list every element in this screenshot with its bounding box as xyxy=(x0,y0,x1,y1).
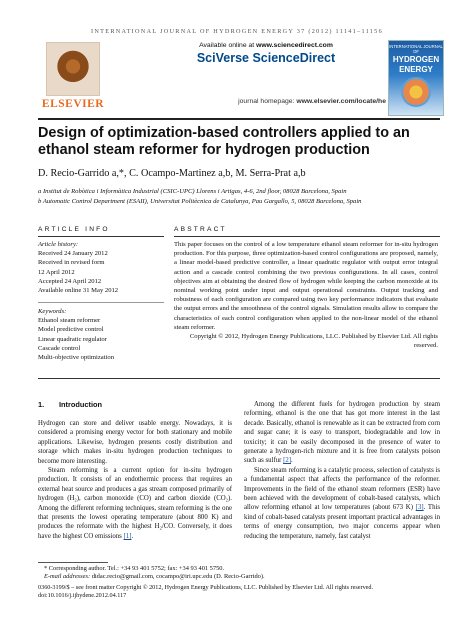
keywords-divider xyxy=(38,302,164,303)
issn-line: 0360-3199/$ – see front matter Copyright © 2012, Hydrogen Energy Publications, LLC. Published by Elsevier Ltd. All rights reserved. xyxy=(38,584,374,591)
corresponding-author: * Corresponding author. Tel.: +34 93 401 5752; fax: +34 93 401 5750. xyxy=(44,565,225,572)
affiliations xyxy=(38,187,440,206)
footnote xyxy=(44,565,440,582)
intro-paragraph-4: Since steam reforming is a catalytic process, selection of catalysts is a fundamental aspect that affects the performance of the reformer. Improvements in the field of the ethanol steam reformers (ESR) have been achieved with the development of cobalt-based catalysts, which allow reforming ethanol at low temperatures (about 673 K) [3]. This kind of cobalt-based catalysts present important practical advantages in terms of energy consumption, two major concerns appear when reducing the temperature, namely, fast catalyst xyxy=(244,466,441,540)
journal-cover-image: INTERNATIONAL JOURNAL OF HYDROGEN ENERGY xyxy=(388,40,444,116)
homepage-link[interactable]: www.elsevier.com/locate/he xyxy=(296,98,386,105)
affiliation-a: a Institut de Robòtica i Informàtica Industrial (CSIC-UPC) Llorens i Artigas, 4-6, 2nd floor, 08028 Barcelona, Spain xyxy=(38,188,347,195)
journal-citation-line: INTERNATIONAL JOURNAL OF HYDROGEN ENERGY 37 (2012) 11141–11156 xyxy=(91,28,383,35)
journal-homepage: journal homepage: www.elsevier.com/locate/he xyxy=(238,98,386,105)
citation-link[interactable]: [1] xyxy=(123,532,132,540)
sciencedirect-link[interactable]: www.sciencedirect.com xyxy=(256,42,333,49)
issn-block xyxy=(38,584,440,600)
cover-graphic xyxy=(401,77,431,107)
elsevier-wordmark: ELSEVIER xyxy=(41,98,105,110)
available-online: Available online at www.sciencedirect.com xyxy=(199,42,333,49)
abstract-label: ABSTRACT xyxy=(174,226,227,233)
sciverse-title: SciVerse ScienceDirect xyxy=(196,51,336,65)
article-history: Article history: Received 24 January 2012 Received in revised form 12 April 2012 Accepted 24 April 2012 Available online 31 May 2012 xyxy=(38,241,119,295)
intro-right-column xyxy=(244,400,440,541)
author-list: D. Recio-Garrido a,*, C. Ocampo-Martinez a,b, M. Serra-Prat a,b xyxy=(38,168,306,179)
article-info-label: ARTICLE INFO xyxy=(38,226,110,233)
sciencedirect-banner xyxy=(156,40,376,65)
journal-header xyxy=(38,40,443,116)
intro-paragraph-1: Hydrogen can store and deliver usable energy. Nowadays, it is considered a promising energy vector for both stationary and mobile applications. Likewise, hydrogen presents costly distribution and storage which makes in-situ hydrogen production techniques to become more interesting. xyxy=(38,420,232,465)
intro-left-column xyxy=(38,419,232,541)
section-heading-introduction: 1. Introduction xyxy=(38,400,103,409)
header-divider xyxy=(38,118,440,120)
doi-line[interactable]: doi:10.1016/j.ijhydene.2012.04.117 xyxy=(38,592,127,599)
intro-paragraph-2: Steam reforming is a current option for in-situ hydrogen production. It consists of an endothermic process that requires an external heat source and produces a gas stream composed primarily of hydrogen (H₂), carbon monoxide (CO) and carbon dioxide (CO₂). Among the different reforming techniques, steam reforming is the one that presents the lowest operating temperature (about 800 K) and produces the reformate with the highest H₂/CO. Conversely, it does have the highest CO emissions [1]. xyxy=(38,467,232,540)
abstract-rule xyxy=(174,236,440,237)
citation-link[interactable]: [2] xyxy=(283,457,292,465)
footnote-rule xyxy=(38,562,108,563)
citation-link[interactable]: [3] xyxy=(415,504,424,512)
elsevier-logo xyxy=(38,42,108,114)
elsevier-tree-icon xyxy=(46,42,100,96)
article-info-rule xyxy=(38,236,164,237)
intro-paragraph-3: Among the different fuels for hydrogen production by steam reforming, ethanol is the one that has got more interest in the last decade. Basically, ethanol is renewable as it can be extracted from corn and sugar cane; it is easy to transport, biodegradable and low in toxicity; it can be easily decomposed in the presence of water to generate a hydrogen-rich mixture and it is free from catalysts poison such as sulfur [2]. xyxy=(244,401,440,465)
email-addresses: E-mail addresses: didac.recio@gmail.com, cocampo@iri.upc.edu (D. Recio-Garrido). xyxy=(44,573,265,581)
copyright-line: Copyright © 2012, Hydrogen Energy Publications, LLC. Published by Elsevier Ltd. All rights reserved. xyxy=(189,333,438,350)
abstract-body: This paper focuses on the control of a low temperature ethanol steam reformer for in-situ hydrogen production. For this purpose, three optimization-based control configurations are proposed, namely, a linear model-based predictive controller, a linear quadratic regulator with output error integral action and a cascade control combining the two previous configurations. In all cases, control objectives aim at obtaining the desired flow of hydrogen while keeping the carbon monoxide at its nominal working point under input and output operational constraints. Output tracking and robustness of each configuration are compared using two key performance indicators that evaluate the output errors and the smoothness of the control signals. Simulation results allow to compare the characteristics of each control configuration when applied to the non-linear model of the ethanol steam reformer. Copyright © 2012, Hydrogen Energy Publications, LLC. Published by Elsevier Ltd. All rights reserved. xyxy=(174,241,438,350)
abstract-bottom-rule xyxy=(38,378,440,379)
article-title: Design of optimization-based controllers applied to an ethanol steam reformer for hydrogen production xyxy=(38,125,410,158)
keywords: Keywords: Ethanol steam reformer Model predictive control Linear quadratic regulator Cascade control Multi-objective optimization xyxy=(38,308,114,362)
affiliation-b: b Automatic Control Department (ESAII), Universitat Politècnica de Catalunya, Pau Gargallo, 5, 08028 Barcelona, Spain xyxy=(38,197,362,205)
